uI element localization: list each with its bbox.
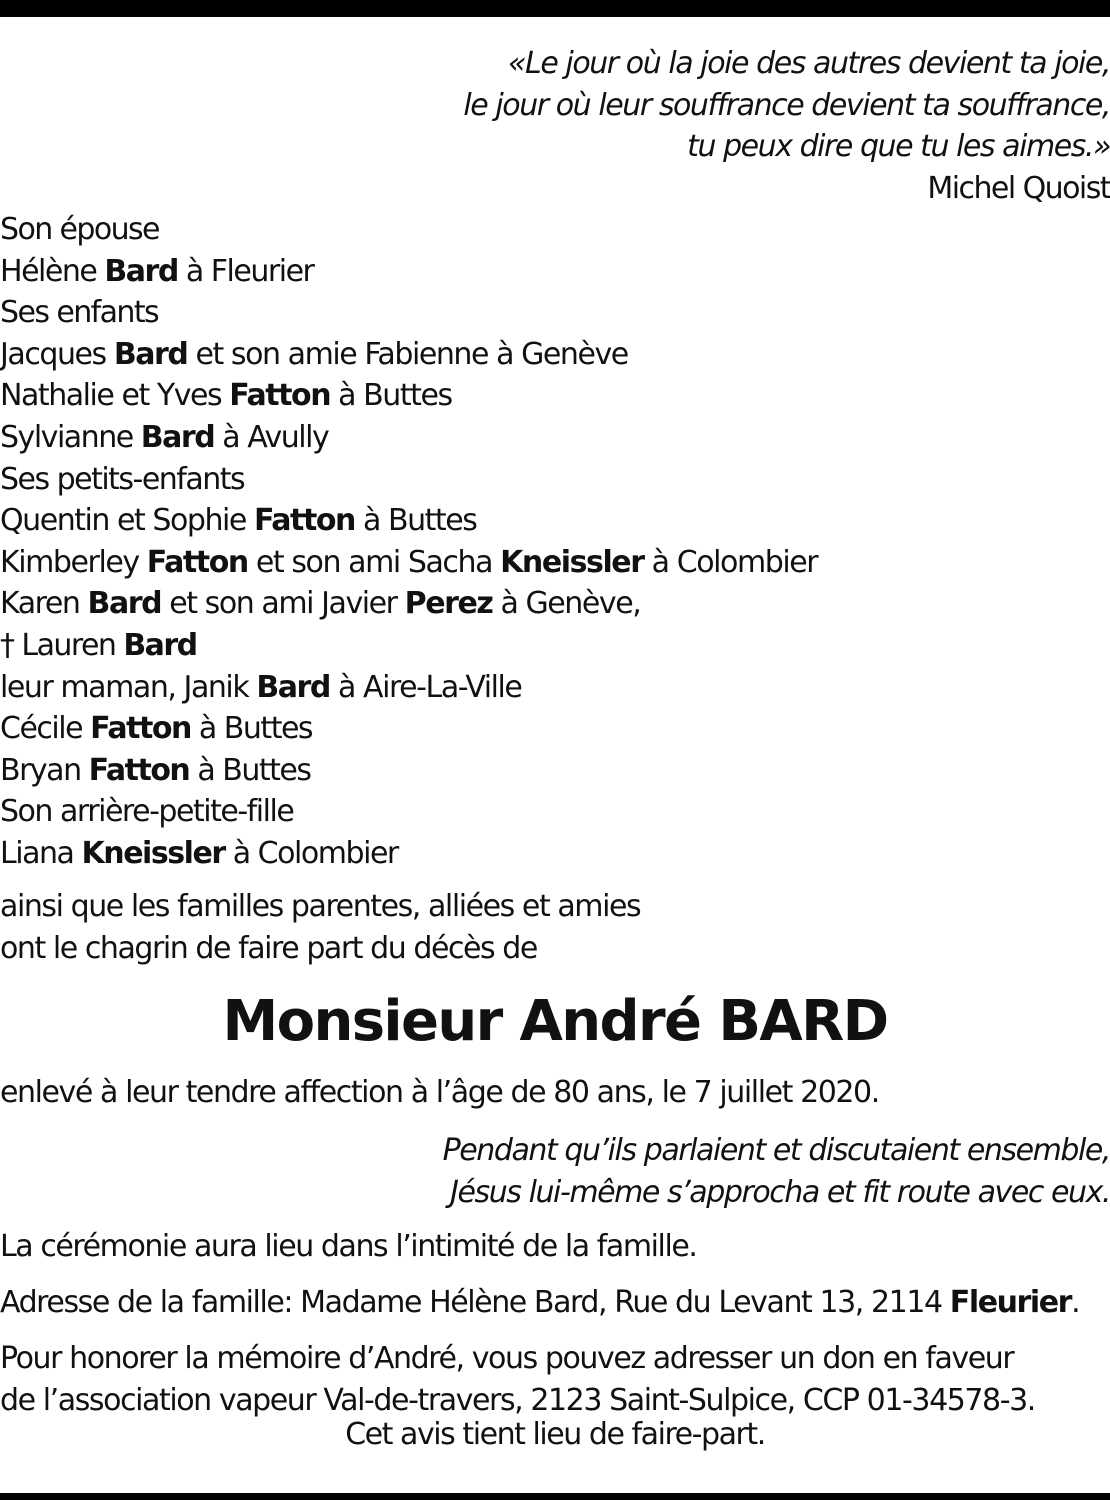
family-surname: Bard [256,669,330,705]
footer-block [0,1414,1110,1456]
announcement-line: ainsi que les familles parentes, alliées et amies [0,889,641,924]
family-surname: Bard [113,336,188,372]
family-text: Son épouse [0,212,159,247]
family-text: Karen [0,586,88,622]
family-surname: Bard [87,586,162,622]
family-text: et son amie Fabienne à Genève [187,336,628,372]
address-city: Fleurier [949,1285,1072,1320]
family-member-line [0,292,1110,334]
family-text: Quentin et Sophie [0,503,254,539]
family-text: † Lauren [0,627,124,663]
family-surname: Fatton [229,378,331,414]
family-surname: Bard [104,253,178,289]
verse-line: Pendant qu’ils parlaient et discutaient ensemble, [442,1133,1110,1168]
deceased-name: Monsieur André BARD [222,989,888,1054]
family-member-line [0,833,1110,875]
family-member-line [0,500,1110,542]
donation-line: de l’association vapeur Val-de-travers, 2123 Saint-Sulpice, CCP 01-34578-3. [0,1382,1035,1418]
verse-line: Jésus lui-même s’approcha et fit route avec eux. [450,1174,1110,1210]
family-text: Nathalie et Yves [0,378,230,414]
family-text: et son ami Sacha [247,544,501,580]
bottom-border [0,1493,1110,1500]
family-member-line [0,375,1110,417]
death-notice-block [0,1072,1110,1114]
epigraph-line: tu peux dire que tu les aimes.» [687,129,1110,165]
family-text: et son ami Javier [161,586,405,622]
family-surname: Perez [404,586,493,622]
top-border [0,0,1110,17]
bible-verse [0,1130,1110,1213]
family-text: Hélène [0,253,105,289]
epigraph-line: «Le jour où la joie des autres devient ta joie, [507,46,1110,81]
family-surname: Kneissler [500,544,644,580]
family-text: à Buttes [330,378,452,414]
donation-line: Pour honorer la mémoire d’André, vous pouvez adresser un don en faveur [0,1341,1014,1376]
family-text: à Fleurier [177,253,314,289]
family-address [0,1282,1110,1324]
family-member-line [0,542,1110,584]
family-text: Ses enfants [0,295,159,331]
family-surname: Bard [140,419,215,455]
family-member-line [0,251,1110,293]
epigraph [0,43,1110,209]
address-prefix: Adresse de la famille: Madame Hélène Bard, Rue du Levant 13, 2114 [0,1285,950,1320]
family-text: à Buttes [189,752,311,788]
family-member-line [0,334,1110,376]
family-text: Sylvianne [0,419,141,455]
family-text: à Colombier [643,544,818,580]
family-member-line [0,417,1110,459]
ceremony-block [0,1226,1110,1268]
family-text: Liana [0,835,82,871]
family-text: à Colombier [224,835,398,871]
family-text: Bryan [0,752,89,788]
family-surname: Kneissler [81,835,225,871]
family-surname: Bard [123,627,197,663]
family-member-line [0,708,1110,750]
ceremony-text: La cérémonie aura lieu dans l’intimité de la famille. [0,1229,697,1264]
epigraph-author: Michel Quoist [927,170,1110,206]
family-text: Kimberley [0,544,147,580]
address-block [0,1282,1110,1324]
epigraph-line: le jour où leur souffrance devient ta souffrance, [463,87,1110,123]
family-member-line [0,583,1110,625]
family-text: Son arrière-petite-fille [0,794,294,830]
footer-note: Cet avis tient lieu de faire-part. [345,1417,765,1452]
address-suffix: . [1071,1285,1080,1320]
family-member-line [0,459,1110,501]
family-text: à Avully [214,419,329,455]
family-surname: Fatton [146,544,248,580]
family-text: Cécile [0,711,91,747]
family-member-line [0,209,1110,251]
family-text: Ses petits-enfants [0,461,245,497]
family-member-line [0,625,1110,667]
family-surname: Fatton [90,711,191,747]
death-notice: enlevé à leur tendre affection à l’âge de 80 ans, le 7 juillet 2020. [0,1075,879,1110]
family-list [0,209,1110,875]
family-member-line [0,667,1110,709]
announcement [0,886,1110,969]
announcement-line: ont le chagrin de faire part du décès de [0,930,537,966]
family-text: à Buttes [190,711,313,747]
family-member-line [0,791,1110,833]
family-text: à Aire-La-Ville [329,669,522,705]
family-surname: Fatton [88,752,190,788]
family-text: à Buttes [354,503,477,539]
family-member-line [0,750,1110,792]
donation-block [0,1338,1110,1421]
deceased-name-block [0,990,1110,1054]
family-text: leur maman, Janik [0,669,257,705]
family-text: Jacques [0,336,114,372]
family-text: à Genève, [492,586,641,622]
family-surname: Fatton [254,503,355,539]
